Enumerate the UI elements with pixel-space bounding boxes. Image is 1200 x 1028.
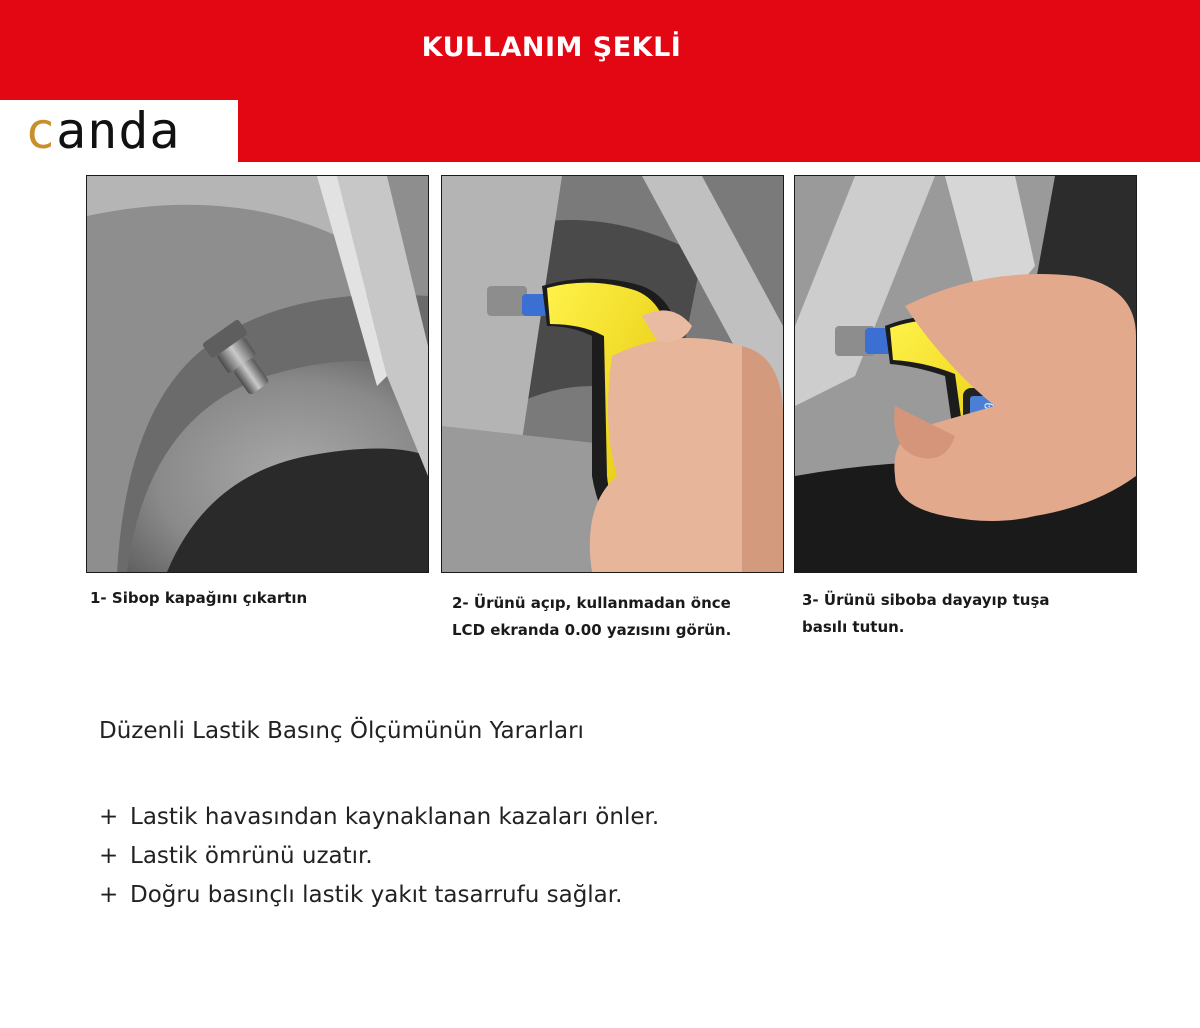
benefit-item	[99, 876, 659, 915]
step-3-caption	[802, 587, 1050, 641]
benefits-title: Düzenli Lastik Basınç Ölçümünün Yararları	[99, 718, 584, 744]
step-3-photo	[794, 175, 1137, 573]
page-title: KULLANIM ŞEKLİ	[421, 32, 682, 63]
step-3-caption-line-2: basılı tutun.	[802, 618, 905, 636]
header-banner	[0, 0, 1200, 162]
plus-icon: +	[99, 882, 119, 908]
step-1-photo	[86, 175, 429, 573]
step-2-caption	[452, 590, 731, 644]
benefit-item	[99, 798, 659, 837]
step-3-caption-line-1: 3- Ürünü siboba dayayıp tuşa	[802, 591, 1050, 609]
benefit-item	[99, 837, 659, 876]
plus-icon: +	[99, 804, 119, 830]
brand-logo-rest: anda	[56, 102, 181, 160]
plus-icon: +	[99, 843, 119, 869]
brand-logo-first-letter: c	[25, 102, 57, 160]
step-2-caption-line-2: LCD ekranda 0.00 yazısını görün.	[452, 621, 732, 639]
benefit-text: Lastik havasından kaynaklanan kazaları önler.	[130, 804, 660, 830]
benefit-text: Lastik ömrünü uzatır.	[130, 843, 373, 869]
brand-logo-text	[25, 102, 181, 160]
benefits-list	[99, 798, 659, 915]
step-2-photo	[441, 175, 784, 573]
step-1-caption	[90, 585, 307, 612]
brand-logo	[0, 100, 238, 162]
benefit-text: Doğru basınçlı lastik yakıt tasarrufu sağlar.	[130, 882, 623, 908]
step-2-caption-line-1: 2- Ürünü açıp, kullanmadan önce	[452, 594, 731, 612]
step-1-caption-line-1: 1- Sibop kapağını çıkartın	[90, 589, 308, 607]
